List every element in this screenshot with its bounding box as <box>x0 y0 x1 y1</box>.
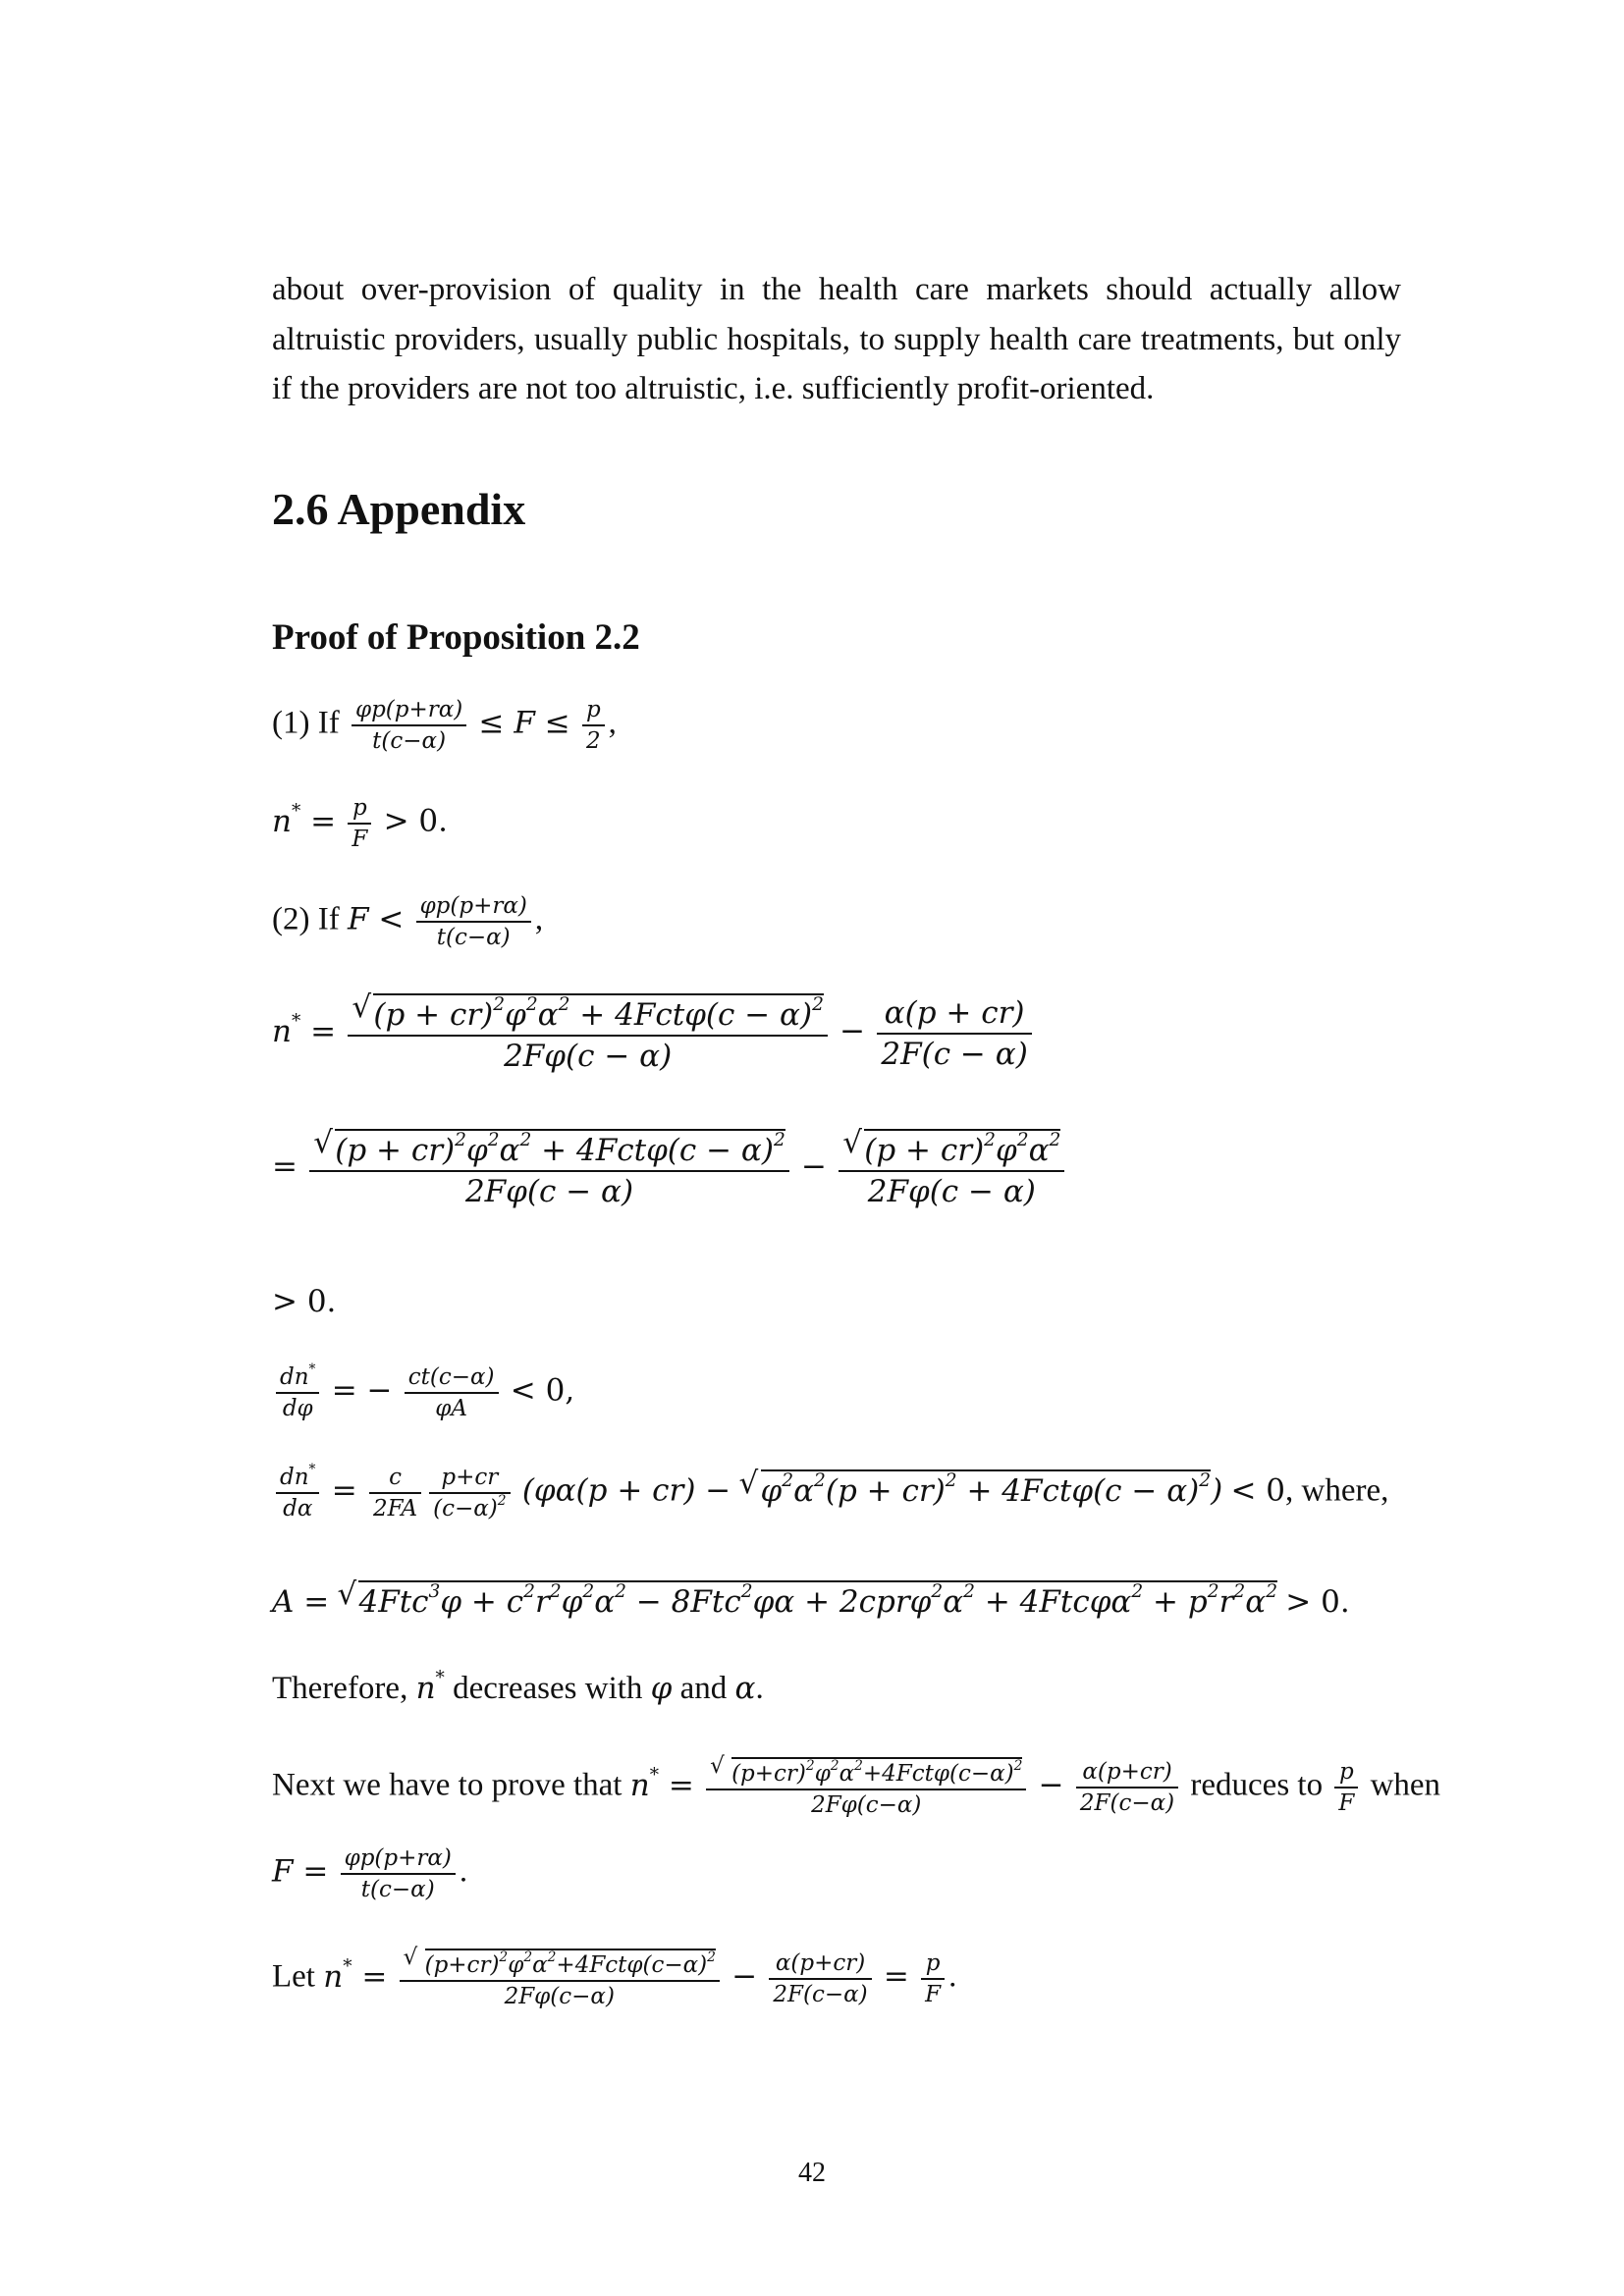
derivative-phi: $\frac{dn^*}{d\varphi}$ = − $\frac{ct(c-\alpha)}{\varphi A}$ < 0, <box>272 1364 574 1421</box>
page-number: 42 <box>798 2158 826 2188</box>
derivative-alpha: $\frac{dn^*}{d\alpha}$ = $\frac{c}{2FA}$ $\frac{p+cr}{(c-\alpha)^2}$ (φα(p + cr) − √ $\varphi^2\alpha^2(p + cr)^2 + 4Fct\varphi(c - \alpha)^2) < 0$, where, <box>272 1465 1388 1522</box>
fraction: $\frac{\alpha(p+cr)}{2F(c-\alpha)}$ <box>1076 1759 1178 1816</box>
fraction: $\frac{p}{2}$ <box>582 697 605 754</box>
sqrt: √ $(p+cr)^2\varphi^2\alpha^2+4Fct\varphi(c-\alpha)^2$ <box>403 1945 716 1978</box>
positive-result: > 0. <box>272 1284 337 1319</box>
intro-paragraph: about over-provision of quality in the health care markets should actually allow altruistic providers, usually public hospitals, to supply health care treatments, but only if the providers are not too altruistic, i.e. sufficiently profit-oriented. <box>272 272 1401 406</box>
fraction: $\frac{\alpha(p+cr)}{2F(c-\alpha)}$ <box>769 1950 871 2007</box>
case2-label: (2) If <box>272 901 340 937</box>
sqrt: √ $(p+cr)^2\varphi^2\alpha^2+4Fct\varphi(c-\alpha)^2$ <box>710 1753 1023 1787</box>
case1-result: n* = $\frac{p}{F}$ > 0. <box>272 795 448 852</box>
case2-equation-1: n* = √ $(p + cr)^2\varphi^2\alpha^2 + 4Fct\varphi(c - \alpha)^2$ 2Fφ(c − α) − $\frac{\alpha(p + cr)}{2F(c - \alpha)}$ <box>272 993 1036 1074</box>
fraction: $\frac{dn^*}{d\alpha}$ <box>276 1465 319 1522</box>
sqrt: √ $\varphi^2\alpha^2(p + cr)^2 + 4Fct\varphi(c - \alpha)^2$ <box>738 1465 1212 1509</box>
let-sentence: Let n* = √ $(p+cr)^2\varphi^2\alpha^2+4Fct\varphi(c-\alpha)^2$ 2Fφ(c−α) − $\frac{\alpha(p+cr)}{2F(c-\alpha)}$ = $\frac{p}{F}$ . <box>272 1945 957 2009</box>
fraction: $\frac{\varphi p(p+r\alpha)}{t(c-\alpha)}$ <box>352 697 466 754</box>
sqrt: √ $(p + cr)^2\varphi^2\alpha^2$ <box>842 1125 1061 1168</box>
fraction: $\frac{\varphi p(p+r\alpha)}{t(c-\alpha)}$ <box>416 893 531 950</box>
next-sentence-continuation: F = $\frac{\varphi p(p+r\alpha)}{t(c-\alpha)}$ . <box>272 1845 468 1902</box>
fraction: $\frac{ct(c-\alpha)}{\varphi A}$ <box>405 1364 499 1421</box>
where-text: , where, <box>1285 1472 1389 1509</box>
fraction: $\frac{p+cr}{(c-\alpha)^2}$ <box>429 1465 510 1522</box>
section-heading: 2.6 Appendix <box>272 484 526 534</box>
fraction: $\frac{\alpha(p + cr)}{2F(c - \alpha)}$ <box>877 995 1031 1072</box>
fraction: √ $(p + cr)^2\varphi^2\alpha^2$ 2Fφ(c − α) <box>839 1129 1064 1209</box>
sqrt: √ $(p + cr)^2\varphi^2\alpha^2 + 4Fct\varphi(c - \alpha)^2$ <box>352 989 824 1033</box>
subsection-heading: Proof of Proposition 2.2 <box>272 617 640 658</box>
fraction: √ $(p + cr)^2\varphi^2\alpha^2 + 4Fct\varphi(c - \alpha)^2$ 2Fφ(c − α) <box>348 993 828 1074</box>
fraction: $\frac{c}{2FA}$ <box>369 1465 421 1522</box>
fraction: $\frac{\varphi p(p+r\alpha)}{t(c-\alpha)}$ <box>341 1845 456 1902</box>
fraction: √ $(p + cr)^2\varphi^2\alpha^2 + 4Fct\varphi(c - \alpha)^2$ 2Fφ(c − α) <box>309 1129 789 1209</box>
next-sentence: Next we have to prove that n* = √ $(p+cr)^2\varphi^2\alpha^2+4Fct\varphi(c-\alpha)^2$ 2Fφ(c−α) − $\frac{\alpha(p+cr)}{2F(c-\alpha)}$ reduces to $\frac{p}{F}$ when <box>272 1753 1441 1818</box>
fraction: $\frac{p}{F}$ <box>921 1950 945 2007</box>
fraction: √ $(p+cr)^2\varphi^2\alpha^2+4Fct\varphi(c-\alpha)^2$ 2Fφ(c−α) <box>400 1949 720 2009</box>
case1-condition: (1) If $\frac{\varphi p(p+r\alpha)}{t(c-\alpha)}$ ≤ F ≤ $\frac{p}{2}$ , <box>272 697 617 754</box>
sqrt: √ $4Ftc^3\varphi + c^2r^2\varphi^2\alpha^2 - 8Ftc^2\varphi\alpha + 2cpr\varphi^2\alpha^2 + 4Ftc\varphi\alpha^2 + p^2r^2\alpha^2$ <box>337 1576 1278 1620</box>
therefore-sentence: Therefore, n* decreases with φ and α. <box>272 1668 764 1706</box>
case2-condition: (2) If F < $\frac{\varphi p(p+r\alpha)}{t(c-\alpha)}$ , <box>272 893 544 950</box>
sqrt: √ $(p + cr)^2\varphi^2\alpha^2 + 4Fct\varphi(c - \alpha)^2$ <box>313 1125 785 1168</box>
case2-equation-2: = √ $(p + cr)^2\varphi^2\alpha^2 + 4Fct\varphi(c - \alpha)^2$ 2Fφ(c − α) − √ $(p + cr)^2\varphi^2\alpha^2$ 2Fφ(c − α) <box>272 1129 1068 1209</box>
a-definition: A = √ $4Ftc^3\varphi + c^2r^2\varphi^2\alpha^2 - 8Ftc^2\varphi\alpha + 2cpr\varphi^2\alpha^2 + 4Ftc\varphi\alpha^2 + p^2r^2\alpha^2 > 0$. <box>272 1576 1350 1620</box>
case1-label: (1) If <box>272 705 340 741</box>
fraction: $\frac{p}{F}$ <box>1334 1759 1358 1816</box>
fraction: $\frac{dn^*}{d\varphi}$ <box>276 1364 319 1421</box>
fraction: $\frac{p}{F}$ <box>348 795 371 852</box>
fraction: √ $(p+cr)^2\varphi^2\alpha^2+4Fct\varphi(c-\alpha)^2$ 2Fφ(c−α) <box>706 1757 1026 1818</box>
